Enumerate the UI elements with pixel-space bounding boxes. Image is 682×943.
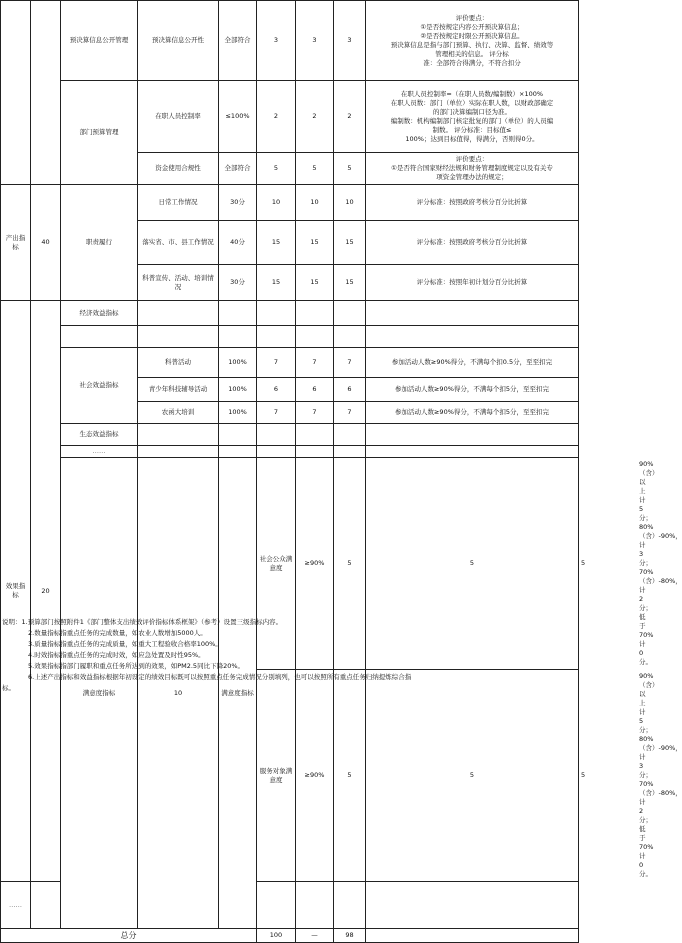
criteria-cell: 评分标准：按照政府考核分百分比折算	[366, 185, 579, 221]
target-cell: 15	[296, 221, 334, 265]
standard-cell: 100%	[219, 402, 257, 424]
note-line: 5.效果指标指部门履职和重点任务所达到的效果，如PM2.5同比下降20%。	[28, 662, 245, 670]
criteria-cell: 参加活动人数≥90%得分，不满每个扣0.5分，至至扣完	[366, 348, 579, 378]
ellipsis-cell: ……	[1, 882, 31, 929]
total-label: 总分	[1, 929, 257, 943]
note-line: 标。	[2, 684, 15, 692]
indicator-cell: 农函大培训	[138, 402, 219, 424]
target-cell: 6	[296, 378, 334, 402]
weight-cell: 15	[257, 221, 296, 265]
category-cell: 产出指标	[1, 185, 31, 301]
notes-section	[2, 617, 576, 694]
target-cell: 7	[296, 348, 334, 378]
weight-cell: 5	[257, 153, 296, 185]
criteria-cell: 在职人员控制率=（在职人员数/编制数）×100% 在职人员数：部门（单位）实际在职人数，以财政部确定 的部门决算编制口径为准。 编制数：机构编制部门核定批复的部门（单位）的人员编 制数。 评分标准：目标值≤ 100%；达到目标值得，得满分，否则得0分。	[366, 81, 579, 153]
target-cell: 5	[296, 153, 334, 185]
table-row	[1, 185, 579, 221]
level2-cell: 社会效益指标	[61, 348, 138, 424]
indicator-cell: 日常工作情况	[138, 185, 219, 221]
weight-cell: 6	[257, 378, 296, 402]
target-cell: 5	[366, 670, 579, 882]
level2-cell: 经济效益指标	[61, 301, 138, 326]
criteria-cell: 评分标准：按照政府考核分百分比折算	[366, 221, 579, 265]
weight-cell: 7	[257, 348, 296, 378]
target-cell: 3	[296, 1, 334, 81]
standard-cell: 30分	[219, 185, 257, 221]
score-cell: 15	[334, 221, 366, 265]
standard-cell: ≤100%	[219, 81, 257, 153]
indicator-cell: 青少年科技辅导活动	[138, 378, 219, 402]
table-row	[1, 326, 579, 348]
score-cell: 10	[334, 185, 366, 221]
note-line: 3.质量指标指重点任务的完成质量，如重大工程验收合格率100%。	[28, 640, 222, 648]
points-cell: 20	[31, 301, 61, 882]
weight-cell: 5	[334, 458, 366, 670]
score-cell: 15	[334, 265, 366, 301]
criteria-cell: 参加活动人数≥90%得分，不满每个扣5分，至至扣完	[366, 402, 579, 424]
target-cell: 2	[296, 81, 334, 153]
score-cell: 3	[334, 1, 366, 81]
score-cell: 2	[334, 81, 366, 153]
indicator-cell: 资金使用合规性	[138, 153, 219, 185]
indicator-cell: 预决算信息公开性	[138, 1, 219, 81]
score-cell: 7	[334, 348, 366, 378]
table-row	[1, 446, 579, 458]
target-cell: 10	[296, 185, 334, 221]
standard-cell: 40分	[219, 221, 257, 265]
table-row	[1, 348, 579, 378]
criteria-cell: 评价要点： ①是否符合国家财经法规和财务管理制度规定以及有关专 项资金管理办法的规定；	[366, 153, 579, 185]
indicator-cell: 科普宣传、活动、培训情况	[138, 265, 219, 301]
indicator-cell: 在职人员控制率	[138, 81, 219, 153]
weight-cell: 2	[257, 81, 296, 153]
score-cell: 5	[334, 153, 366, 185]
standard-cell: 全部符合	[219, 153, 257, 185]
weight-cell: 7	[257, 402, 296, 424]
total-target: —	[296, 929, 334, 943]
standard-cell: ≥90%	[296, 458, 334, 670]
score-cell: 7	[334, 402, 366, 424]
note-line: 4.时效指标指重点任务的完成时效，如应急处置及时性95%。	[28, 651, 205, 659]
target-cell: 15	[296, 265, 334, 301]
level2-cell: 满意度指标	[219, 458, 257, 929]
standard-cell: 100%	[219, 348, 257, 378]
score-cell: 6	[334, 378, 366, 402]
table-row	[1, 81, 579, 153]
table-row	[1, 301, 579, 326]
total-row	[1, 929, 579, 943]
weight-cell: 15	[257, 265, 296, 301]
level2-cell: 职责履行	[61, 185, 138, 301]
weight-cell: 5	[334, 670, 366, 882]
level2-cell: 部门预算管理	[61, 81, 138, 185]
category-cell: 满意度指标	[61, 458, 138, 929]
note-line: 2.数量指标指重点任务的完成数量，如农业人数增加5000人。	[28, 629, 207, 637]
category-cell: 效果指标	[1, 301, 31, 882]
indicator-cell: 社会公众满意度	[257, 458, 296, 670]
criteria-cell: 参加活动人数≥90%得分，不满每个扣5分，至至扣完	[366, 378, 579, 402]
weight-cell: 3	[257, 1, 296, 81]
standard-cell: 30分	[219, 265, 257, 301]
ellipsis-cell: ……	[61, 446, 138, 458]
table-row: 满意度指标 10 满意度指标 社会公众满意度 ≥90% 5 5 5 90%（含）以上计5分； 80%（含）-90%，计3分； 70%（含）-80%，计2分； 低于70%计0分。	[1, 458, 579, 670]
level2-cell: 生态效益指标	[61, 424, 138, 446]
total-score: 98	[334, 929, 366, 943]
standard-cell: ≥90%	[296, 670, 334, 882]
points-cell	[31, 1, 61, 185]
target-cell: 5	[366, 458, 579, 670]
category-cell	[1, 1, 31, 185]
total-weight: 100	[257, 929, 296, 943]
table-row	[1, 424, 579, 446]
indicator-cell: 服务对象满意度	[257, 670, 296, 882]
criteria-cell: 评分标准：按照年初计划分百分比折算	[366, 265, 579, 301]
indicator-cell: 科普活动	[138, 348, 219, 378]
note-line: 说明：1.预算部门按照附件1《部门整体支出绩效评价指标体系框架》（参考）设置三级指标内容。	[2, 618, 283, 626]
indicator-cell: 落实省、市、县工作情况	[138, 221, 219, 265]
standard-cell: 全部符合	[219, 1, 257, 81]
level2-cell: 预决算信息公开管理	[61, 1, 138, 81]
standard-cell: 100%	[219, 378, 257, 402]
target-cell: 7	[296, 402, 334, 424]
criteria-cell: 评价要点： ①是否按规定内容公开预决算信息； ②是否按规定时限公开预决算信息。 预决算信息是指与部门预算、执行、决算、监督、绩效等 管理相关的信息。 评分标 准：全部符合得满分，不符合扣分	[366, 1, 579, 81]
note-line: 6.上述产出指标和效益指标根据年初设定的绩效目标既可以按照重点任务完成情况分别填列，也可以按照所有重点任务归纳提炼综合指	[28, 673, 412, 681]
points-cell: 40	[31, 185, 61, 301]
weight-cell: 10	[257, 185, 296, 221]
table-row	[1, 1, 579, 81]
table-row: 服务对象满意度 ≥90% 5 5 5 90%（含）以上计5分； 80%（含）-90%，计3分； 70%（含）-80%，计2分； 低于70%计0分。	[1, 670, 579, 882]
points-cell: 10	[138, 458, 219, 929]
